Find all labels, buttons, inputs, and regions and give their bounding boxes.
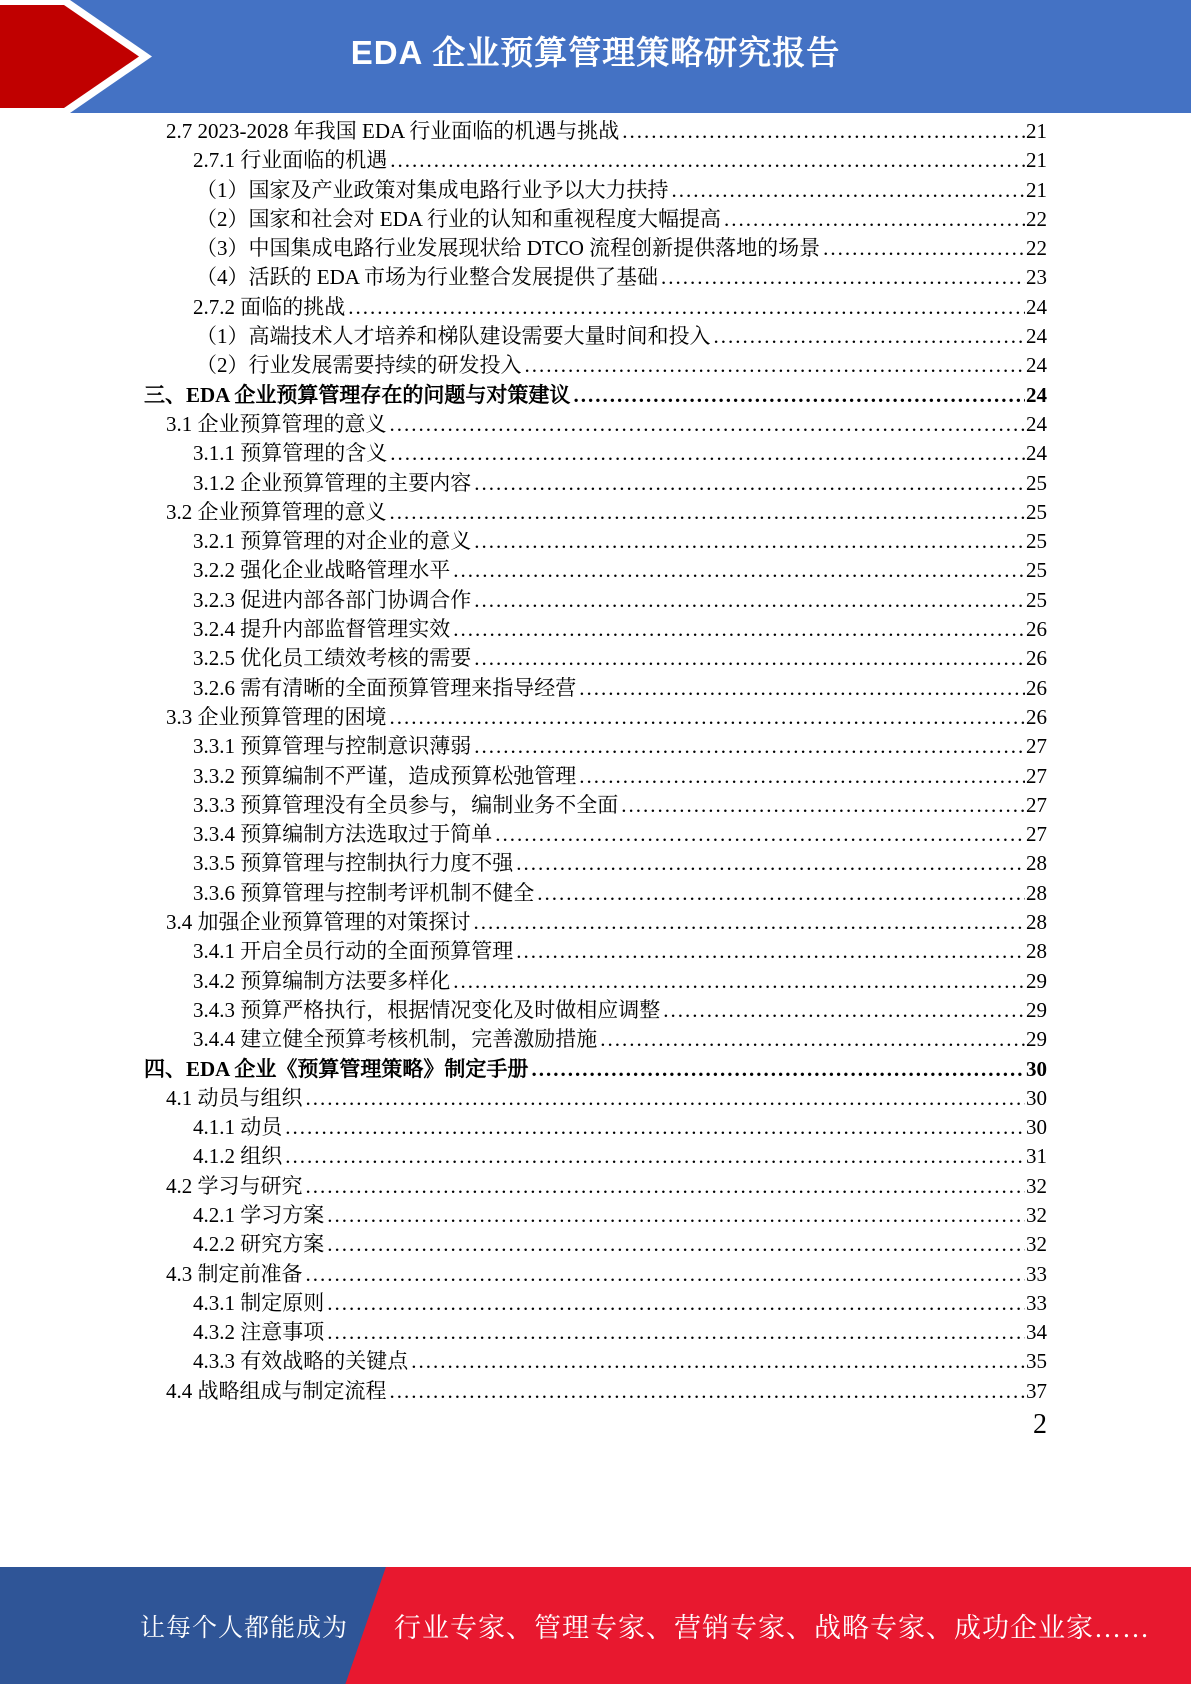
toc-entry-text: 3.1.1 预算管理的含义 [193,441,388,466]
toc-entry[interactable] [144,439,1047,468]
toc-entry[interactable] [144,703,1047,732]
toc-entry-page: 34 [1026,1320,1047,1345]
toc-entry-page: 33 [1026,1261,1047,1286]
toc-leader-dots [576,762,1025,791]
toc-entry-page: 26 [1026,617,1047,642]
toc-leader-dots [303,1084,1026,1113]
page-number: 2 [1033,1409,1047,1440]
toc-entry[interactable] [144,1172,1047,1201]
toc-entry-page: 24 [1026,294,1047,319]
toc-leader-dots [387,439,1025,468]
toc-leader-dots [711,322,1026,351]
toc-entry[interactable] [144,176,1047,205]
toc-leader-dots [324,1318,1025,1347]
toc-entry-page: 24 [1026,411,1047,436]
toc-entry-page: 25 [1026,558,1047,583]
toc-leader-dots [522,351,1026,380]
toc-entry-page: 27 [1026,822,1047,847]
toc-entry[interactable] [144,586,1047,615]
toc-entry[interactable] [144,1084,1047,1113]
toc-entry-page: 25 [1026,529,1047,554]
toc-entry-text: 4.2 学习与研究 [166,1173,303,1198]
toc-entry-text: 4.1 动员与组织 [166,1085,303,1110]
toc-entry[interactable] [144,820,1047,849]
toc-leader-dots [450,556,1025,585]
toc-leader-dots [576,674,1025,703]
toc-entry-page: 21 [1026,119,1047,143]
toc-entry[interactable] [144,644,1047,673]
toc-entry-text: 4.2.2 研究方案 [193,1232,325,1257]
toc-leader-dots [570,381,1025,410]
toc-leader-dots [471,644,1025,673]
footer [0,1567,1191,1684]
toc-leader-dots [282,1113,1025,1142]
toc-entry[interactable] [144,293,1047,322]
toc-entry[interactable] [144,967,1047,996]
toc-leader-dots [820,234,1025,263]
toc-entry-text: 3.3.1 预算管理与控制意识薄弱 [193,734,472,759]
toc-leader-dots [345,293,1025,322]
toc-entry[interactable] [144,1113,1047,1142]
toc-entry-text: 3.1.2 企业预算管理的主要内容 [193,470,472,495]
toc-entry[interactable] [144,146,1047,175]
toc-entry-text: 4.3.3 有效战略的关键点 [193,1349,409,1374]
toc-entry-text: 3.2.5 优化员工绩效考核的需要 [193,646,472,671]
toc-entry-text: 4.4 战略组成与制定流程 [166,1378,387,1403]
toc-entry[interactable] [144,205,1047,234]
toc-entry-page: 30 [1026,1115,1047,1140]
toc-entry-text: （3）中国集成电路行业发展现状给 DTCO 流程创新提供落地的场景 [196,236,821,261]
toc-entry[interactable] [144,937,1047,966]
toc-entry-page: 27 [1026,734,1047,759]
toc-leader-dots [669,176,1026,205]
toc-entry-text: 2.7.1 行业面临的机遇 [193,148,388,173]
toc-entry-page: 26 [1026,704,1047,729]
toc-entry-page: 24 [1026,382,1047,407]
toc-entry-page: 29 [1026,997,1047,1022]
toc-entry[interactable] [144,849,1047,878]
toc-entry-page: 23 [1026,265,1047,290]
toc-entry[interactable] [144,791,1047,820]
toc-entry[interactable] [144,1201,1047,1230]
toc-entry[interactable] [144,996,1047,1025]
toc-leader-dots [387,498,1026,527]
toc-entry-page: 24 [1026,441,1047,466]
toc-leader-dots [303,1260,1026,1289]
toc-entry-page: 28 [1026,939,1047,964]
toc-entry-text: （1）国家及产业政策对集成电路行业予以大力扶持 [196,177,669,202]
toc-entry-page: 21 [1026,177,1047,202]
toc-entry[interactable] [144,498,1047,527]
toc-entry-text: 3.2.2 强化企业战略管理水平 [193,558,451,583]
toc-leader-dots [471,469,1025,498]
toc-leader-dots [282,1142,1025,1171]
toc-entry[interactable] [144,469,1047,498]
toc-entry[interactable] [144,1230,1047,1259]
toc-entry-text: （2）行业发展需要持续的研发投入 [196,353,522,378]
toc-entry[interactable] [144,556,1047,585]
toc-entry-page: 31 [1026,1144,1047,1169]
toc-entry-text: 4.1.1 动员 [193,1115,283,1140]
toc-entry[interactable] [144,732,1047,761]
toc-entry-page: 21 [1026,148,1047,173]
toc-leader-dots [528,1055,1025,1084]
toc-entry-page: 24 [1026,324,1047,349]
toc-leader-dots [387,1377,1026,1406]
toc-entry-text: 4.3 制定前准备 [166,1261,303,1286]
toc-entry-page: 32 [1026,1202,1047,1227]
toc-entry-page: 28 [1026,851,1047,876]
toc-entry[interactable] [144,1055,1047,1084]
toc-entry-page: 37 [1026,1378,1047,1403]
footer-slogan-prefix: 让每个人都能成为 [140,1614,349,1642]
toc-leader-dots [471,527,1025,556]
toc-entry-page: 32 [1026,1232,1047,1257]
toc-entry-text: 3.4 加强企业预算管理的对策探讨 [166,910,471,935]
toc-entry-text: 3.3.2 预算编制不严谨，造成预算松弛管理 [193,763,577,788]
toc-entry-text: 3.4.2 预算编制方法要多样化 [193,968,451,993]
toc-entry-text: 3.3.4 预算编制方法选取过于简单 [193,822,493,847]
toc-leader-dots [387,410,1026,439]
toc-entry-text: 四、EDA 企业《预算管理策略》制定手册 [144,1056,529,1081]
toc-entry-page: 35 [1026,1349,1047,1374]
toc-leader-dots [660,996,1025,1025]
toc-entry-text: 3.4.4 建立健全预算考核机制，完善激励措施 [193,1027,598,1052]
toc-entry-page: 22 [1026,206,1047,231]
footer-slogan-roles: 行业专家、管理专家、营销专家、战略专家、成功企业家…… [394,1613,1150,1643]
toc-entry-text: 3.2 企业预算管理的意义 [166,499,387,524]
toc-entry-text: 3.3.3 预算管理没有全员参与，编制业务不全面 [193,792,619,817]
toc-leader-dots [324,1230,1025,1259]
toc-leader-dots [597,1025,1025,1054]
toc-leader-dots [721,205,1025,234]
toc-entry-page: 32 [1026,1173,1047,1198]
toc-entry-text: （4）活跃的 EDA 市场为行业整合发展提供了基础 [196,265,658,290]
toc-entry-page: 26 [1026,675,1047,700]
toc-entry-text: （2）国家和社会对 EDA 行业的认知和重视程度大幅提高 [196,206,721,231]
toc-entry-page: 30 [1026,1056,1047,1081]
toc-entry[interactable] [144,263,1047,292]
toc-entry-text: 4.2.1 学习方案 [193,1202,325,1227]
toc-entry-page: 27 [1026,792,1047,817]
toc-entry-text: 4.1.2 组织 [193,1144,283,1169]
toc-entry[interactable] [144,234,1047,263]
toc-entry-page: 29 [1026,968,1047,993]
toc-leader-dots [658,263,1025,292]
toc-entry[interactable] [144,1260,1047,1289]
toc-entry-text: 3.2.3 促进内部各部门协调合作 [193,587,472,612]
toc-entry-text: 3.2.1 预算管理的对企业的意义 [193,529,472,554]
toc-entry[interactable] [144,322,1047,351]
toc-leader-dots [324,1289,1025,1318]
toc-entry-text: 2.7 2023-2028 年我国 EDA 行业面临的机遇与挑战 [166,119,620,143]
toc-leader-dots [471,732,1025,761]
toc-entry-page: 27 [1026,763,1047,788]
toc-entry-page: 28 [1026,880,1047,905]
toc [144,117,1047,1406]
toc-entry-text: 3.3.5 预算管理与控制执行力度不强 [193,851,514,876]
toc-entry-text: 三、EDA 企业预算管理存在的问题与对策建议 [144,382,571,407]
toc-leader-dots [408,1347,1025,1376]
toc-leader-dots [471,586,1025,615]
toc-entry[interactable] [144,879,1047,908]
toc-entry-page: 26 [1026,646,1047,671]
toc-entry[interactable] [144,615,1047,644]
toc-leader-dots [513,937,1025,966]
toc-entry[interactable] [144,1025,1047,1054]
toc-leader-dots [450,967,1025,996]
toc-entry-page: 29 [1026,1027,1047,1052]
toc-entry-text: 4.3.1 制定原则 [193,1290,325,1315]
toc-entry-text: 3.3 企业预算管理的困境 [166,704,387,729]
toc-entry[interactable] [144,410,1047,439]
toc-entry-page: 28 [1026,910,1047,935]
toc-entry-text: 3.4.1 开启全员行动的全面预算管理 [193,939,514,964]
toc-leader-dots [387,146,1025,175]
toc-entry-page: 22 [1026,236,1047,261]
toc-leader-dots [450,615,1025,644]
toc-entry[interactable] [144,1289,1047,1318]
toc-entry[interactable] [144,674,1047,703]
report-title: EDA 企业预算管理策略研究报告 [350,34,841,71]
toc-leader-dots [303,1172,1026,1201]
toc-entry-page: 25 [1026,587,1047,612]
toc-leader-dots [619,117,1025,146]
toc-entry-page: 30 [1026,1085,1047,1110]
toc-entry[interactable] [144,527,1047,556]
toc-entry-page: 24 [1026,353,1047,378]
toc-entry[interactable] [144,1142,1047,1171]
toc-leader-dots [324,1201,1025,1230]
toc-entry[interactable] [144,1318,1047,1347]
toc-entry-text: 3.3.6 预算管理与控制考评机制不健全 [193,880,535,905]
toc-entry-text: 3.4.3 预算严格执行，根据情况变化及时做相应调整 [193,997,661,1022]
toc-entry-page: 25 [1026,470,1047,495]
toc-entry-text: 3.2.6 需有清晰的全面预算管理来指导经营 [193,675,577,700]
toc-leader-dots [471,908,1026,937]
toc-entry[interactable] [144,762,1047,791]
toc-entry-page: 25 [1026,499,1047,524]
toc-leader-dots [534,879,1025,908]
toc-entry-text: （1）高端技术人才培养和梯队建设需要大量时间和投入 [196,324,711,349]
toc-leader-dots [513,849,1025,878]
toc-entry[interactable] [144,381,1047,410]
toc-leader-dots [387,703,1026,732]
toc-entry-text: 4.3.2 注意事项 [193,1320,325,1345]
toc-entry[interactable] [144,351,1047,380]
header-banner [0,0,1191,113]
toc-leader-dots [492,820,1025,849]
toc-entry[interactable] [144,908,1047,937]
toc-leader-dots [618,791,1025,820]
toc-entry[interactable] [144,1377,1047,1406]
toc-entry[interactable] [144,1347,1047,1376]
toc-entry-text: 3.1 企业预算管理的意义 [166,411,387,436]
toc-entry[interactable] [144,117,1047,146]
toc-entry-text: 3.2.4 提升内部监督管理实效 [193,617,451,642]
toc-entry-text: 2.7.2 面临的挑战 [193,294,346,319]
toc-entry-page: 33 [1026,1290,1047,1315]
